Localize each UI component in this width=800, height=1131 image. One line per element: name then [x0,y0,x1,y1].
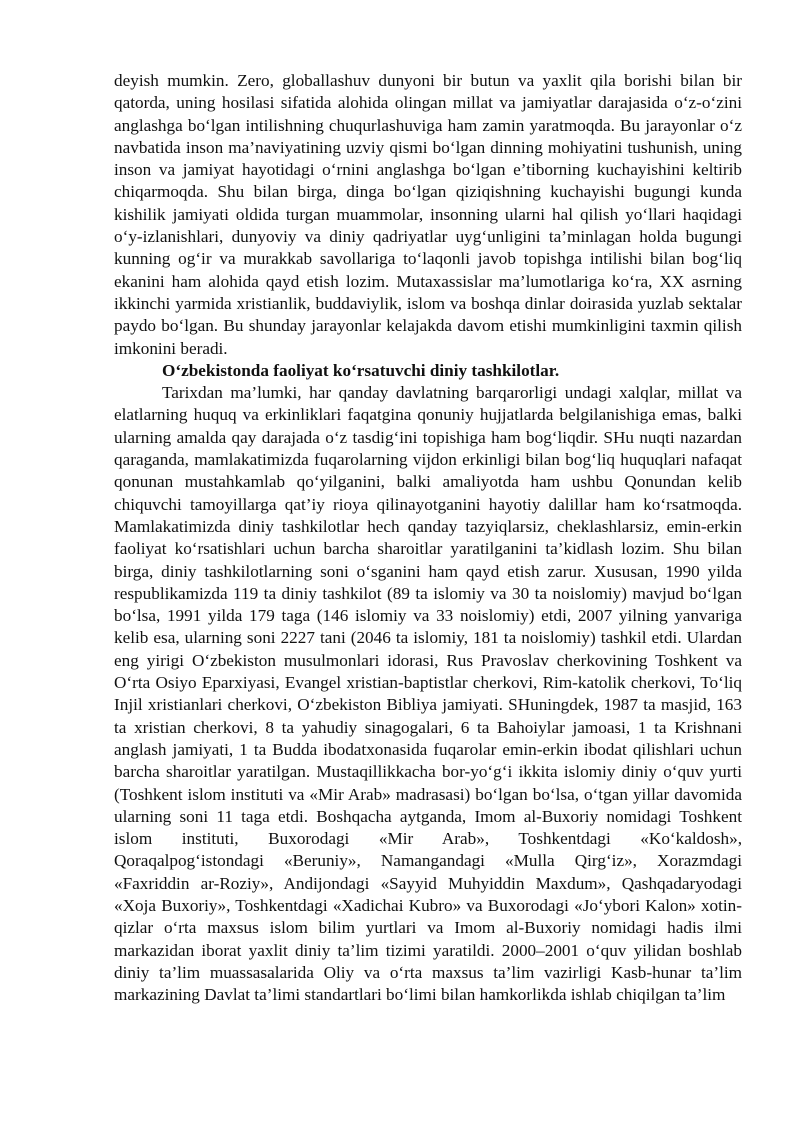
document-page [114,70,742,1006]
body-paragraph: Tarixdan ma’lumki, har qanday davlatning barqarorligi undagi xalqlar, millat va elatlarning huquq va erkinliklari faqatgina qonuniy hujjatlarda belgilanishiga emas, balki ularning amalda qay darajada o‘z tasdig‘ini topishiga ham bog‘liqdir. SHu nuqti nazardan qaraganda, mamlakatimizda fuqarolarning vijdon erkinligi bilan bog‘liq huquqlari nafaqat qonunan mustahkamlab qo‘yilganini, balki amaliyotda ham ushbu Qonundan kelib chiquvchi tamoyillarga qat’iy rioya qilinayotganini hayotiy dalillar ham ko‘rsatmoqda. Mamlakatimizda diniy tashkilotlar hech qanday tazyiqlarsiz, cheklashlarsiz, emin-erkin faoliyat ko‘rsatishlari uchun barcha sharoitlar yaratilganini ta’kidlash lozim. Shu bilan birga, diniy tashkilotlarning soni o‘sganini ham qayd etish zarur. Xususan, 1990 yilda respublikamizda 119 ta diniy tashkilot (89 ta islomiy va 30 ta noislomiy) mavjud bo‘lgan bo‘lsa, 1991 yilda 179 taga (146 islomiy va 33 noislomiy) etdi, 2007 yilning yanvariga kelib esa, ularning soni 2227 tani (2046 ta islomiy, 181 ta noislomiy) tashkil etdi. Ulardan eng yirigi O‘zbekiston musulmonlari idorasi, Rus Pravoslav cherkovining Toshkent va O‘rta Osiyo Eparxiyasi, Evangel xristian-baptistlar cherkovi, Rim-katolik cherkovi, To‘liq Injil xristianlari cherkovi, O‘zbekiston Bibliya jamiyati. SHuningdek, 1987 ta masjid, 163 ta xristian cherkovi, 8 ta yahudiy sinagogalari, 6 ta Bahoiylar jamoasi, 1 ta Krishnani anglash jamiyati, 1 ta Budda ibodatxonasida fuqarolar emin-erkin ibodat qilishlari uchun barcha sharoitlar yaratilgan. Mustaqillikkacha bor-yo‘g‘i ikkita islomiy diniy o‘quv yurti (Toshkent islom instituti va «Mir Arab» madrasasi) bo‘lgan bo‘lsa, o‘tgan yillar davomida ularning soni 11 taga etdi. Boshqacha aytganda, Imom al-Buxoriy nomidagi Toshkent islom instituti, Buxorodagi «Mir Arab», Toshkentdagi «Ko‘kaldosh», Qoraqalpog‘istondagi «Beruniy», Namangandagi «Mulla Qirg‘iz», Xorazmdagi «Faxriddin ar-Roziy», Andijondagi «Sayyid Muhyiddin Maxdum», Qashqadaryodagi «Xoja Buxoriy», Toshkentdagi «Xadichai Kubro» va Buxorodagi «Jo‘ybori Kalon» xotin-qizlar o‘rta maxsus islom bilim yurtlari va Imom al-Buxoriy nomidagi hadis ilmi markazidan iborat yaxlit diniy ta’lim tizimi yaratildi. 2000–2001 o‘quv yilidan boshlab diniy ta’lim muassasalarida Oliy va o‘rta maxsus ta’lim vazirligi Kasb-hunar ta’lim markazining Davlat ta’limi standartlari bo‘limi bilan hamkorlikda ishlab chiqilgan ta’lim [114,383,742,1005]
body-paragraph: deyish mumkin. Zero, globallashuv dunyoni bir butun va yaxlit qila borishi bilan bir qatorda, uning hosilasi sifatida alohida olingan millat va jamiyatlar darajasida o‘z-o‘zini anglashga bo‘lgan intilishning chuqurlashuviga ham zamin yaratmoqda. Bu jarayonlar o‘z navbatida inson ma’naviyatining uzviy qismi bo‘lgan dinning mohiyatini tushunish, uning inson va jamiyat hayotidagi o‘rnini anglashga bo‘lgan e’tiborning kuchayishini keltirib chiqarmoqda. Shu bilan birga, dinga bo‘lgan qiziqishning kuchayishi bugungi kunda kishilik jamiyati oldida turgan muammolar, insonning ularni hal qilish yo‘llari haqidagi o‘y-izlanishlari, dunyoviy va diniy qadriyatlar uyg‘unligini ta’minlagan holda bugungi kunning og‘ir va murakkab savollariga to‘laqonli javob topishga intilishi bilan bog‘liq ekanini ham alohida qayd etish lozim. Mutaxassislar ma’lumotlariga ko‘ra, XX asrning ikkinchi yarmida xristianlik, buddaviylik, islom va boshqa dinlar doirasida yuzlab sektalar paydo bo‘lgan. Bu shunday jarayonlar kelajakda davom etishi mumkinligini taxmin qilish imkonini beradi. [114,71,742,358]
section-heading: O‘zbekistonda faoliyat ko‘rsatuvchi diniy tashkilotlar. [162,360,560,380]
